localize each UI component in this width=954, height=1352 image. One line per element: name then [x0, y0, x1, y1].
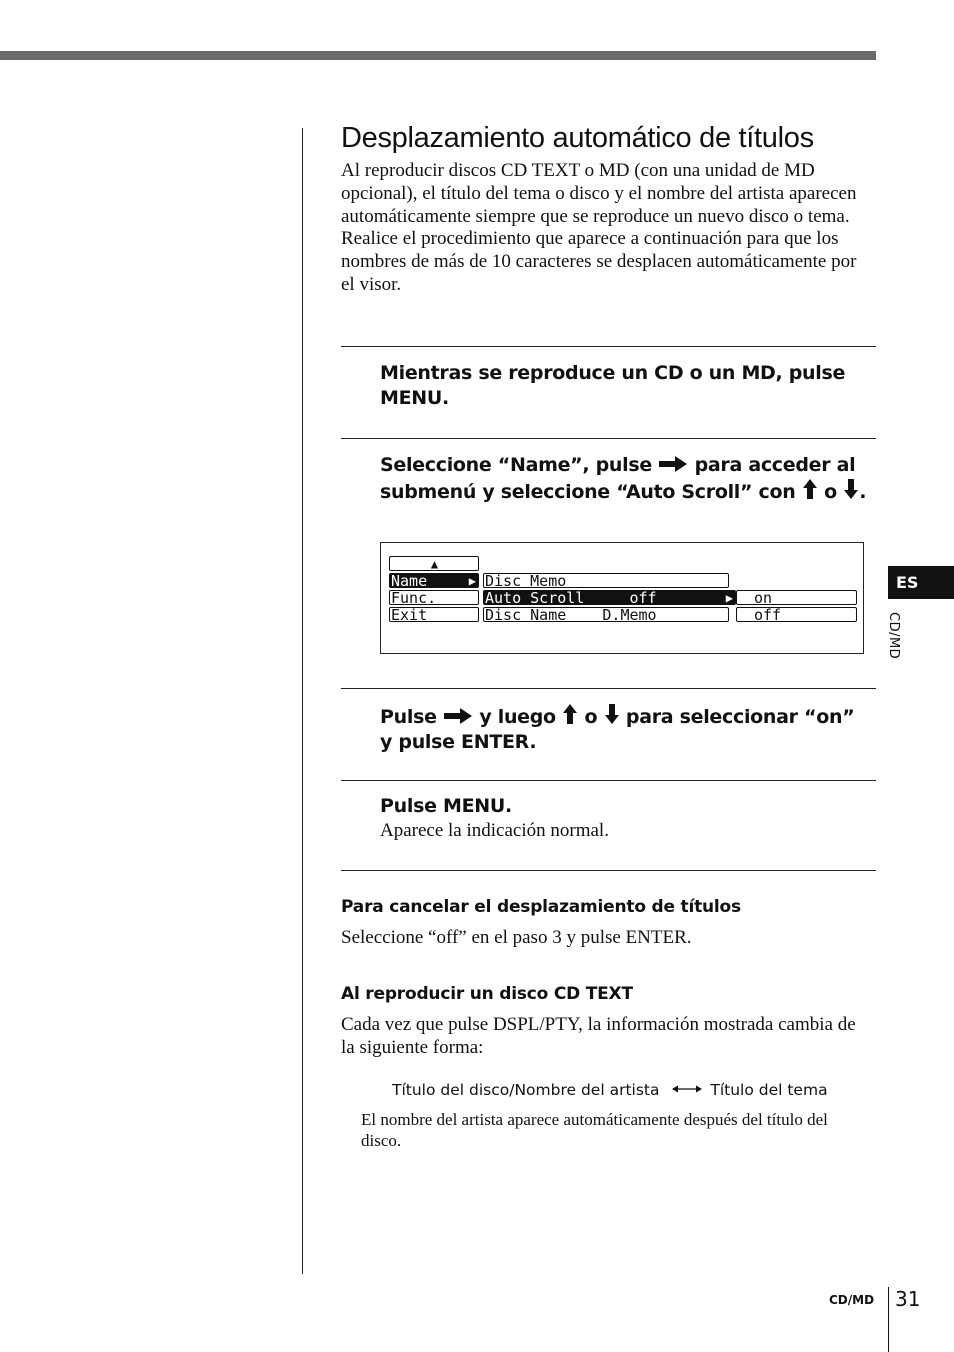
page-title: Desplazamiento automático de títulos	[341, 122, 814, 154]
divider	[341, 346, 876, 347]
submenu-item-disc-name: Disc Name D.Memo	[483, 607, 729, 622]
cdtext-note: El nombre del artista aparece automáticamente después del título del disco.	[361, 1110, 828, 1150]
footer-rule	[888, 1287, 889, 1352]
right-arrow-icon	[443, 707, 473, 725]
menu-item-name: Name ▶	[389, 573, 479, 588]
down-arrow-icon	[604, 703, 620, 725]
section-side-label: CD/MD	[886, 612, 901, 660]
menu-item-func: Func.	[389, 590, 479, 605]
language-tab: ES	[888, 566, 954, 599]
divider	[341, 870, 876, 871]
down-arrow-icon	[843, 478, 859, 500]
divider	[341, 780, 876, 781]
flow-right-label: Título del tema	[710, 1081, 828, 1099]
double-arrow-icon	[672, 1084, 702, 1094]
step-4-result: Aparece la indicación normal.	[380, 820, 609, 841]
step-3-text-a: Pulse	[380, 706, 437, 728]
step-1: Mientras se reproduce un CD o un MD, pulse MENU.	[380, 362, 846, 409]
margin-rule	[302, 128, 303, 1274]
right-arrow-icon	[658, 455, 688, 473]
scroll-up-icon: ▲	[389, 556, 479, 571]
step-3-text-c: o	[584, 706, 598, 728]
lcd-display	[380, 542, 864, 654]
option-on: on	[736, 590, 857, 605]
option-off: off	[736, 607, 857, 622]
page-number: 31	[895, 1287, 921, 1311]
cursor-right-icon: ▶	[725, 591, 733, 605]
step-2-text-a: Seleccione “Name”, pulse	[380, 454, 652, 476]
divider	[341, 438, 876, 439]
submenu-item-auto-scroll: Auto Scroll off ▶	[483, 590, 736, 605]
cancel-heading: Para cancelar el desplazamiento de títulos	[341, 897, 741, 917]
up-arrow-icon	[562, 703, 578, 725]
step-3-text-d: para seleccionar “on” y pulse ENTER.	[380, 706, 855, 753]
display-cycle	[392, 1081, 828, 1099]
step-3-text-b: y luego	[479, 706, 556, 728]
cursor-right-icon: ▶	[468, 574, 476, 588]
step-3	[380, 703, 870, 754]
divider	[341, 688, 876, 689]
header-bar	[0, 51, 876, 60]
step-2-text-c: o	[824, 480, 837, 503]
step-4: Pulse MENU.	[380, 795, 512, 817]
footer-section: CD/MD	[829, 1293, 875, 1307]
up-arrow-icon	[802, 478, 818, 500]
menu-item-exit: Exit	[389, 607, 479, 622]
cancel-text: Seleccione “off” en el paso 3 y pulse ENTER.	[341, 927, 692, 948]
step-2: Seleccione “Name”, pulse para acceder al submenú y seleccione “Auto Scroll” con o .	[380, 454, 867, 503]
step-2-text-b: para acceder al submenú y seleccione “Auto Scroll” con	[380, 454, 856, 503]
flow-left-label: Título del disco/Nombre del artista	[392, 1081, 660, 1099]
intro-paragraph: Al reproducir discos CD TEXT o MD (con una unidad de MD opcional), el título del tema o disco y el nombre del artista aparecen automáticamente siempre que se reproduce un nuevo disco o tema. Realice el procedimiento que aparece a continuación para que los nombres de más de 10 caracteres se desplacen automáticamente por el visor.	[341, 160, 857, 295]
cdtext-heading: Al reproducir un disco CD TEXT	[341, 984, 633, 1004]
cdtext-text: Cada vez que pulse DSPL/PTY, la información mostrada cambia de la siguiente forma:	[341, 1014, 856, 1058]
submenu-item-disc-memo: Disc Memo	[483, 573, 729, 588]
